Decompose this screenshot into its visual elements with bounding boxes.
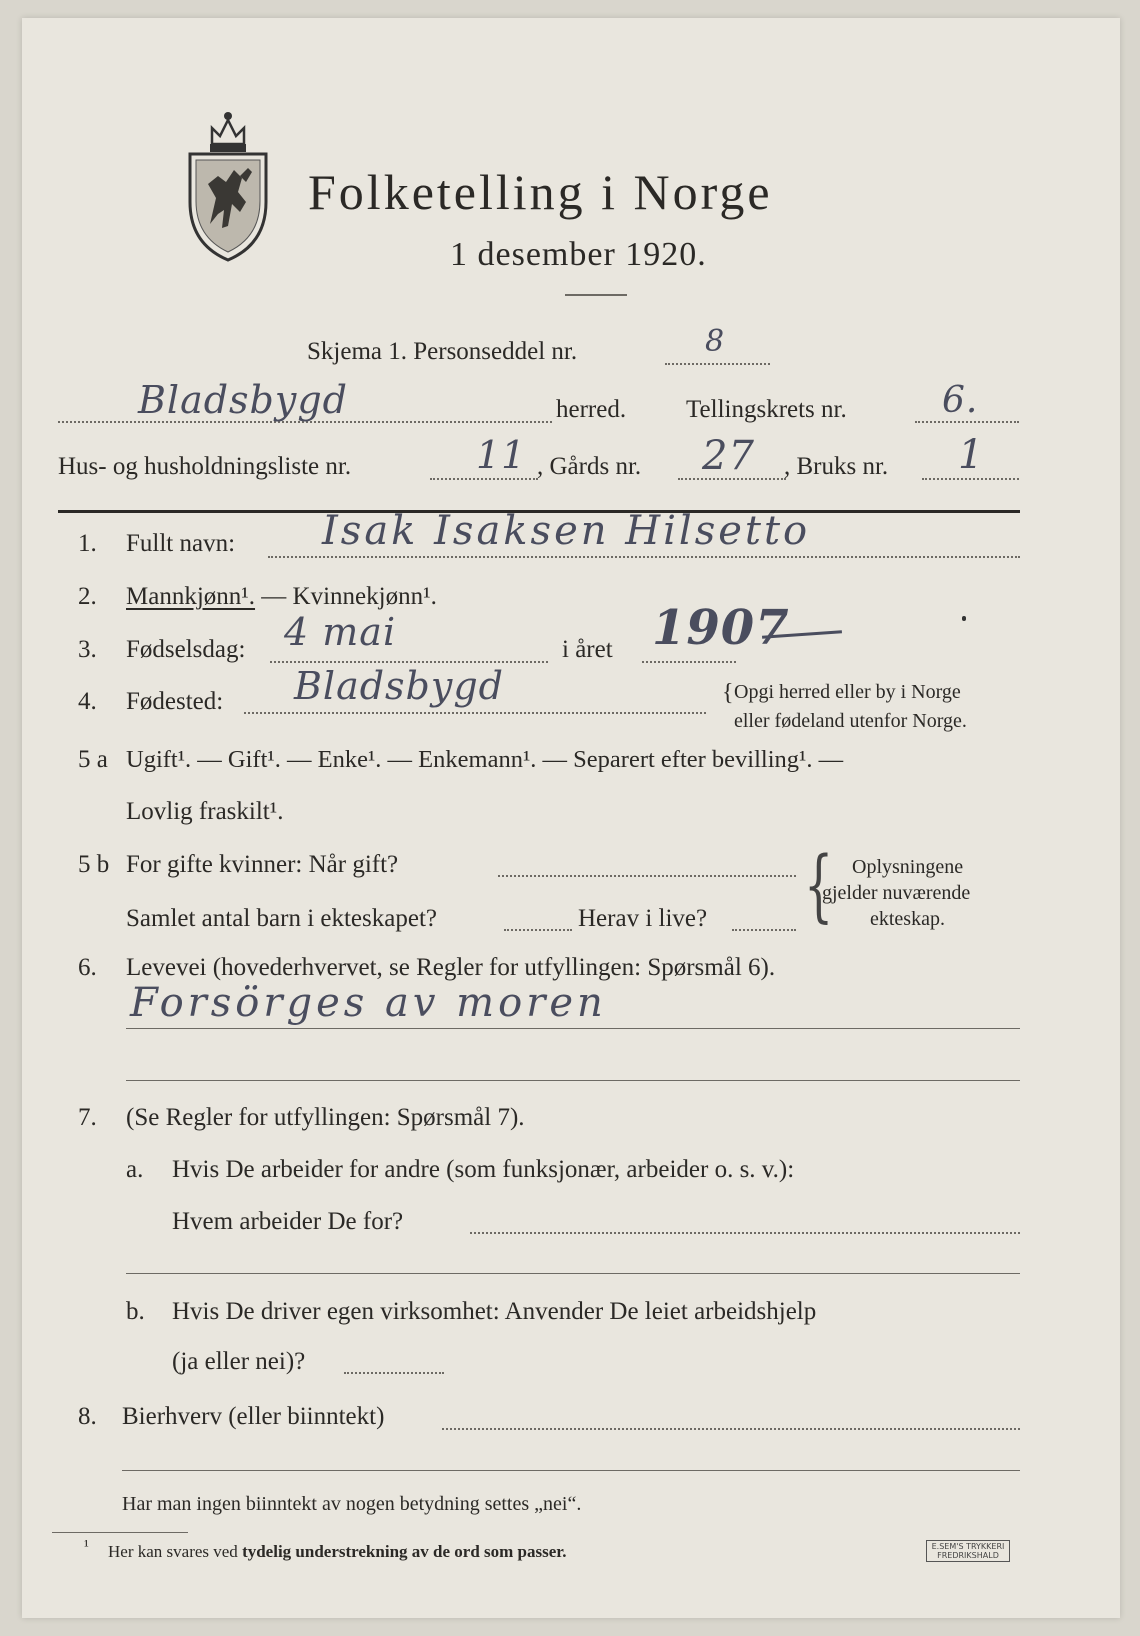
coat-of-arms-icon	[182, 106, 274, 264]
q5b-note-line1: Oplysningene	[852, 856, 964, 878]
occupation-line1	[126, 1028, 1020, 1029]
nei-note: Har man ingen biinntekt av nogen betydning settes „nei“.	[122, 1493, 582, 1515]
q2-options	[126, 583, 437, 611]
q1-label: Fullt navn:	[126, 530, 236, 557]
q5b-note-line2: gjelder nuværende	[822, 882, 971, 904]
q7b-number: b.	[126, 1298, 145, 1325]
q7-number: 7.	[78, 1104, 97, 1131]
q8-label: Bierhverv (eller biinntekt)	[122, 1403, 385, 1430]
footnote-text	[108, 1542, 567, 1562]
q7a-line1: Hvis De arbeider for andre (som funksjonær, arbeider o. s. v.):	[172, 1156, 795, 1183]
bruks-value[interactable]: 1	[958, 432, 985, 478]
q5b-alive-label: Herav i live?	[578, 905, 708, 932]
form-title: Folketelling i Norge	[308, 164, 773, 220]
herred-label: herred.	[556, 396, 627, 423]
year-label: i året	[562, 636, 613, 663]
census-date: 1 desember 1920.	[450, 236, 707, 273]
tellingskrets-field-line	[915, 421, 1019, 423]
tellingskrets-value[interactable]: 6.	[942, 380, 979, 421]
herred-value[interactable]: Bladsbygd	[138, 378, 349, 422]
q4-label: Fødested:	[126, 688, 224, 715]
q3-label: Fødselsdag:	[126, 636, 246, 663]
gards-label: , Gårds nr.	[537, 453, 642, 480]
female-option[interactable]: Kvinnekjønn¹.	[292, 583, 437, 610]
household-label: Hus- og husholdningsliste nr.	[58, 453, 352, 480]
footnote-text-a: Her kan svares ved	[108, 1542, 243, 1561]
birth-year-field-line	[642, 661, 736, 663]
birthplace-value[interactable]: Bladsbygd	[294, 664, 505, 708]
title-divider	[565, 294, 627, 296]
q5b-number: 5 b	[78, 851, 110, 878]
household-field-line	[430, 478, 538, 480]
birthday-value[interactable]: 4 mai	[284, 610, 397, 654]
q5b-note-brace: {	[804, 839, 834, 931]
marital-options-line1[interactable]: Ugift¹. — Gift¹. — Enke¹. — Enkemann¹. — Separert efter bevilling¹. —	[126, 746, 844, 773]
q5b-line1: For gifte kvinner: Når gift?	[126, 851, 399, 878]
full-name-value[interactable]: Isak Isaksen Hilsetto	[322, 508, 811, 554]
footnote-mark: ¹	[84, 1538, 89, 1555]
birthplace-field-line	[244, 712, 706, 714]
occupation-line2	[126, 1080, 1020, 1081]
male-option[interactable]: Mannkjønn¹.	[126, 583, 256, 610]
q4-note-brace-top: {	[722, 680, 734, 706]
q7a-number: a.	[126, 1156, 144, 1183]
q6-label: Levevei (hovederhvervet, se Regler for utfyllingen: Spørsmål 6).	[126, 954, 776, 981]
employer-line2	[126, 1273, 1020, 1274]
marital-options-line2[interactable]: Lovlig fraskilt¹.	[126, 798, 284, 825]
q4-note-line1: Opgi herred eller by i Norge	[734, 681, 961, 703]
q7a-line2: Hvem arbeider De for?	[172, 1208, 404, 1235]
q8-number: 8.	[78, 1403, 97, 1430]
side-income-field-line	[442, 1428, 1020, 1430]
schema-label: Skjema 1. Personseddel nr.	[307, 338, 578, 365]
q1-number: 1.	[78, 530, 97, 557]
q5b-children-label: Samlet antal barn i ekteskapet?	[126, 905, 437, 932]
q4-number: 4.	[78, 688, 97, 715]
q2-separator: —	[255, 583, 293, 610]
married-when-field-line	[498, 875, 796, 877]
personseddel-nr-value[interactable]: 8	[705, 324, 726, 359]
q5a-number: 5 a	[78, 746, 108, 773]
q4-note-line2: eller fødeland utenfor Norge.	[734, 710, 967, 732]
bruks-field-line	[922, 478, 1019, 480]
q7b-line1: Hvis De driver egen virksomhet: Anvender De leiet arbeidshjelp	[172, 1298, 817, 1325]
tellingskrets-label: Tellingskrets nr.	[686, 396, 847, 423]
footnote-text-b: tydelig understrekning av de ord som passer.	[242, 1542, 567, 1561]
employer-field-line	[470, 1232, 1020, 1234]
q5b-note-line3: ekteskap.	[870, 908, 945, 930]
personseddel-field-line	[665, 363, 770, 365]
census-form	[22, 18, 1120, 1618]
bruks-label: , Bruks nr.	[784, 453, 889, 480]
alive-field-line	[732, 929, 796, 931]
household-value[interactable]: 11	[476, 433, 527, 477]
printer-stamp: E.SEM'S TRYKKERI FREDRIKSHALD	[926, 1540, 1010, 1562]
ink-dot	[962, 616, 966, 621]
birth-year-value[interactable]: 1907	[652, 600, 790, 656]
q7b-line2: (ja eller nei)?	[172, 1348, 306, 1375]
q3-number: 3.	[78, 636, 97, 663]
q2-number: 2.	[78, 583, 97, 610]
occupation-value[interactable]: Forsörges av moren	[130, 980, 607, 1026]
birthday-field-line	[270, 661, 548, 663]
q6-number: 6.	[78, 954, 97, 981]
side-income-line2	[122, 1470, 1020, 1471]
gards-value[interactable]: 27	[702, 433, 755, 479]
footnote-divider	[52, 1532, 188, 1533]
hired-help-field-line	[344, 1372, 444, 1374]
q7-label: (Se Regler for utfyllingen: Spørsmål 7).	[126, 1104, 525, 1131]
full-name-field-line	[268, 556, 1020, 558]
children-field-line	[504, 929, 572, 931]
